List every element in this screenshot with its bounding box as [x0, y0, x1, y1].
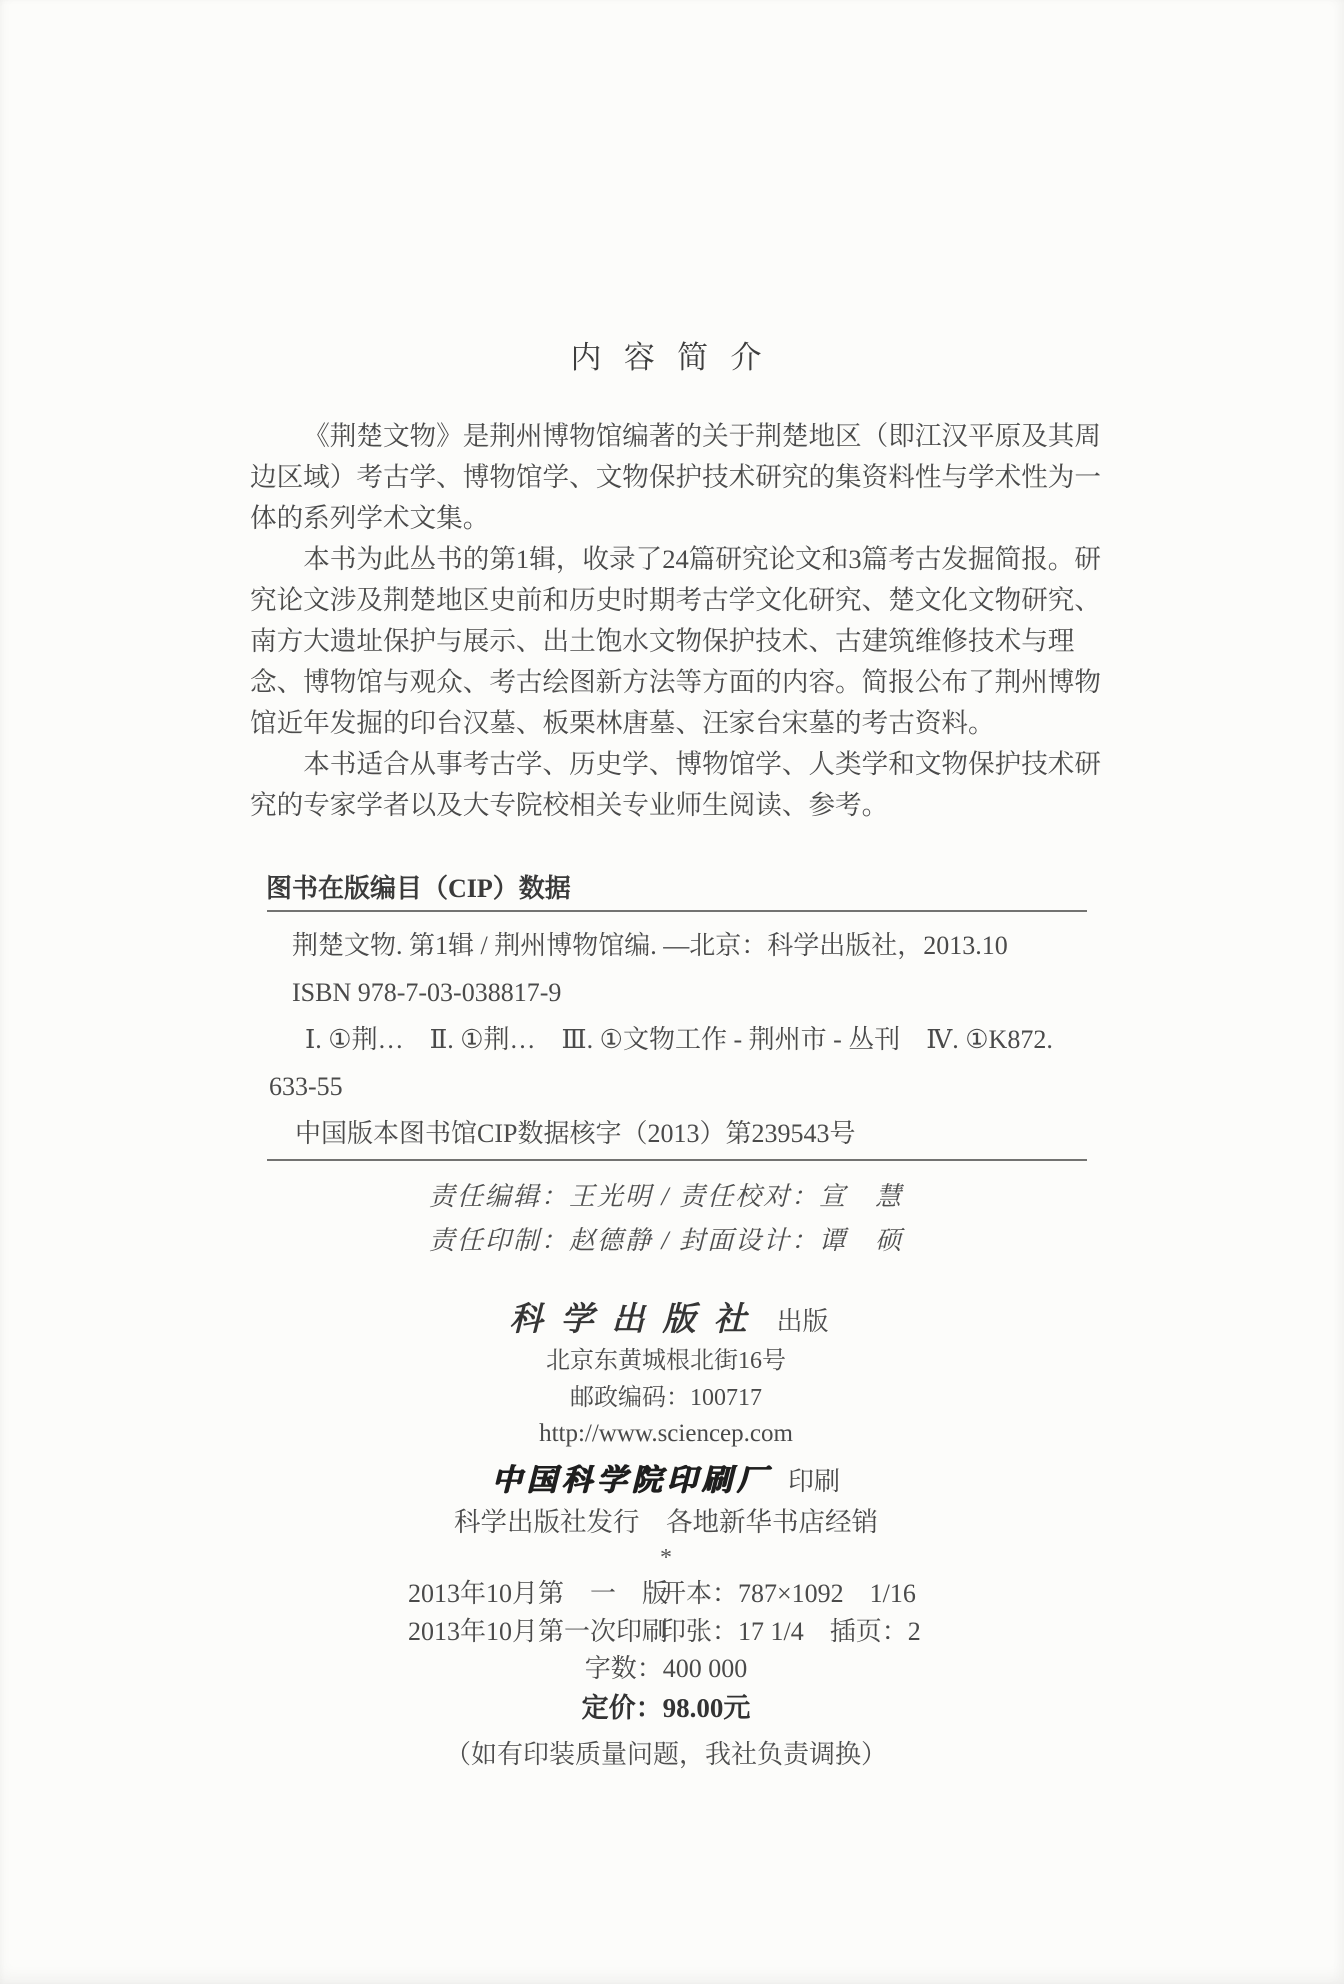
- intro-line: 本书适合从事考古学、历史学、博物馆学、人类学和文物保护技术研: [303, 749, 1101, 779]
- intro-paragraphs: [250, 416, 1101, 826]
- intro-line: 边区域）考古学、博物馆学、文物保护技术研究的集资料性与学术性为一: [250, 462, 1101, 492]
- sheets-spec: 印张：17 1/4 插页：2: [660, 1617, 921, 1646]
- publisher-name-line: [250, 1299, 1082, 1343]
- page-title: 内容简介: [570, 340, 784, 375]
- publisher-postcode: 邮政编码：100717: [570, 1385, 762, 1411]
- staff-line-editors: 责任编辑：王光明 / 责任校对：宣 慧: [428, 1182, 904, 1211]
- quality-note: （如有印装质量问题，我社负责调换）: [444, 1740, 887, 1769]
- price: 定价：98.00元: [581, 1693, 751, 1723]
- content-column: [250, 0, 1101, 1773]
- printer-role-label: 印刷: [787, 1467, 840, 1496]
- edition-row: [408, 1613, 921, 1651]
- edition-row: [408, 1575, 916, 1613]
- cip-title-line: 荆楚文物. 第1辑 / 荆州博物馆编. —北京：科学出版社，2013.10: [292, 931, 1008, 960]
- intro-line: 南方大遗址保护与展示、出土饱水文物保护技术、古建筑维修技术与理: [250, 626, 1075, 656]
- edition-date: 2013年10月第 一 版: [408, 1579, 669, 1608]
- intro-line: 究论文涉及荆楚地区史前和历史时期考古学文化研究、楚文化文物研究、: [250, 585, 1101, 615]
- cip-classification: Ⅰ. ①荆… Ⅱ. ①荆… Ⅲ. ①文物工作 - 荆州市 - 丛刊 Ⅳ. ①K872.: [305, 1025, 1053, 1054]
- publisher-role-label: 出版: [776, 1307, 829, 1336]
- cip-section: [250, 872, 1082, 1161]
- separator-asterisk: *: [660, 1545, 672, 1571]
- staff-credits: [250, 1175, 1082, 1263]
- publisher-website: http://www.sciencep.com: [539, 1420, 793, 1447]
- publisher-address: 北京东黄城根北街16号: [546, 1348, 786, 1374]
- intro-line: 念、博物馆与观众、考古绘图新方法等方面的内容。简报公布了荆州博物: [250, 667, 1101, 697]
- cip-record-number: 中国版本图书馆CIP数据核字（2013）第239543号: [295, 1119, 856, 1148]
- intro-line: 《荆楚文物》是荆州博物馆编著的关于荆楚地区（即江汉平原及其周: [303, 421, 1101, 451]
- edition-block: [250, 1575, 1082, 1773]
- cip-classification-cont: 633-55: [269, 1072, 343, 1101]
- cip-heading: 图书在版编目（CIP）数据: [266, 874, 571, 903]
- cip-isbn: ISBN 978-7-03-038817-9: [292, 978, 562, 1007]
- format-spec: 开本：787×1092 1/16: [660, 1579, 916, 1608]
- intro-line: 体的系列学术文集。: [250, 503, 490, 533]
- printer-logo-calligraphy: 中国科学院印刷厂: [491, 1464, 772, 1497]
- staff-line-printing: 责任印制：赵德静 / 封面设计：谭 硕: [428, 1226, 904, 1255]
- word-count: 字数：400 000: [584, 1654, 748, 1683]
- cip-rule-bottom: [267, 1159, 1087, 1161]
- intro-line: 本书为此丛书的第1辑，收录了24篇研究论文和3篇考古发掘简报。研: [303, 544, 1101, 574]
- publisher-block: [250, 1299, 1082, 1573]
- cip-rule-top: [267, 910, 1087, 912]
- edition-rows: [408, 1575, 921, 1651]
- intro-line: 究的专家学者以及大专院校相关专业师生阅读、参考。: [250, 790, 889, 820]
- publisher-logo-calligraphy: 科学出版社: [509, 1302, 765, 1338]
- printer-line: [250, 1460, 1082, 1503]
- printing-date: 2013年10月第一次印刷: [408, 1617, 669, 1646]
- intro-line: 馆近年发掘的印台汉墓、板栗林唐墓、汪家台宋墓的考古资料。: [250, 708, 995, 738]
- distribution-line: 科学出版社发行 各地新华书店经销: [454, 1507, 878, 1537]
